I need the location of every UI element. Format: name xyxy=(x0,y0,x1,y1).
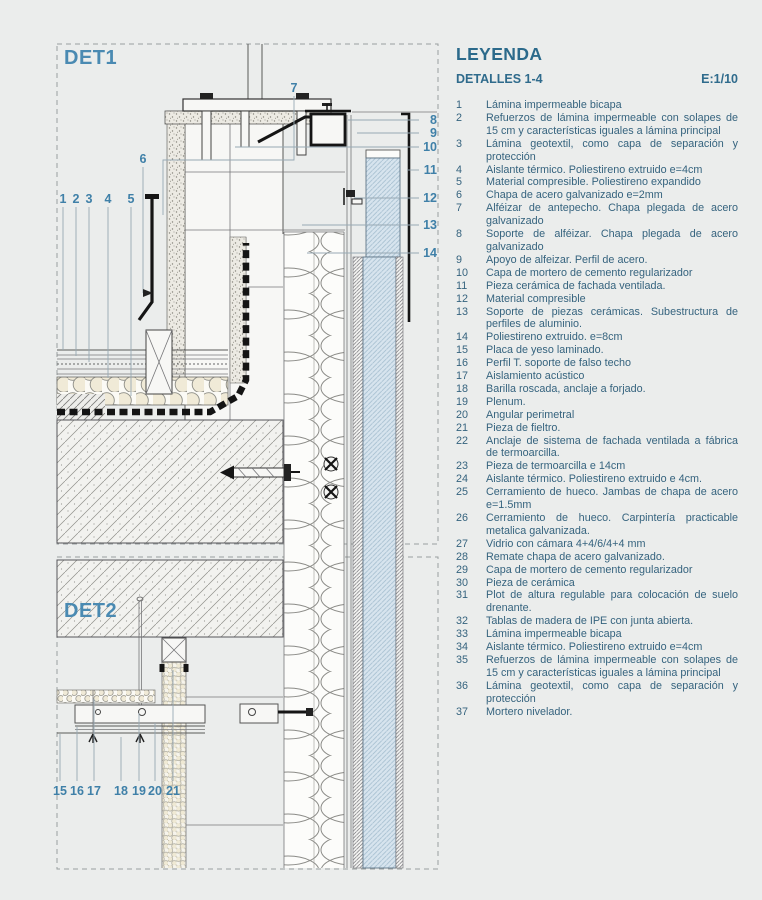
legend-item-text: Lámina impermeable bicapa xyxy=(486,99,622,111)
legend-item-number: 5 xyxy=(456,176,463,189)
legend-item xyxy=(456,577,738,590)
legend-item-text: Cerramiento de hueco. Jambas de chapa de acero e=1.5mm xyxy=(486,486,738,512)
callout-10: 10 xyxy=(423,140,437,154)
mortar-layer xyxy=(353,257,363,868)
legend-item-text: Remate chapa de acero galvanizado. xyxy=(486,550,665,563)
legend-item xyxy=(456,112,738,138)
legend-item-text: Material compresible. Poliestireno expandido xyxy=(486,176,701,189)
legend-item-number: 37 xyxy=(456,705,469,718)
legend-item-number: 18 xyxy=(456,382,469,395)
legend-item-number: 16 xyxy=(456,357,469,370)
legend-item-number: 22 xyxy=(456,434,469,447)
callout-8: 8 xyxy=(430,113,437,127)
legend-item-number: 34 xyxy=(456,641,469,654)
callout-7: 7 xyxy=(290,81,298,95)
legend-item-text: Placa de yeso laminado. xyxy=(486,344,604,357)
legend-item-number: 9 xyxy=(456,253,463,266)
legend-item xyxy=(456,383,738,396)
bolt-head xyxy=(200,93,213,99)
callout-12: 12 xyxy=(423,191,437,205)
legend-item xyxy=(456,641,738,654)
callout-16: 16 xyxy=(70,784,84,798)
mortar-layer-outer xyxy=(396,257,403,868)
legend-item-text: Aislante térmico. Poliestireno extruido e=4cm xyxy=(486,163,703,176)
render-strip-inner xyxy=(230,237,246,383)
anchor-bolt xyxy=(241,111,249,147)
legend-item xyxy=(456,564,738,577)
legend-item-number: 33 xyxy=(456,628,469,641)
legend-item-number: 10 xyxy=(456,266,469,279)
hanger-foot xyxy=(89,734,144,743)
legend-item xyxy=(456,293,738,306)
legend-item xyxy=(456,396,738,409)
alfeizar-support-box xyxy=(311,114,345,145)
legend-item xyxy=(456,228,738,254)
callout-14: 14 xyxy=(423,246,437,260)
legend-subheader xyxy=(456,72,738,86)
legend-item-number: 21 xyxy=(456,421,469,434)
callout-15: 15 xyxy=(53,784,67,798)
legend-item-text: Refuerzos de lámina impermeable con solapes de 15 cm y características iguales a lámina principal xyxy=(486,111,738,137)
concrete-slab xyxy=(57,420,283,543)
ceramic-piece-top xyxy=(366,158,400,257)
legend-item-number: 20 xyxy=(456,408,469,421)
legend-item-text: Anclaje de sistema de fachada ventilada a fábrica de termoarcilla. xyxy=(486,434,738,460)
callout-20: 20 xyxy=(148,784,162,798)
callout-13: 13 xyxy=(423,218,437,232)
legend-item-number: 24 xyxy=(456,473,469,486)
det2-label: DET2 xyxy=(64,600,118,622)
det1-callouts-right xyxy=(423,113,437,260)
felt-box xyxy=(240,704,278,723)
slope-mortar xyxy=(57,394,105,420)
legend-item-number: 2 xyxy=(456,111,463,124)
legend-item-text: Vidrio con cámara 4+4/6/4+4 mm xyxy=(486,537,646,550)
legend-item-number: 15 xyxy=(456,344,469,357)
legend-list xyxy=(456,99,738,719)
legend-item-number: 26 xyxy=(456,512,469,524)
legend-item-number: 4 xyxy=(456,163,463,176)
legend-item-number: 11 xyxy=(456,279,468,292)
legend-item-text: Angular perimetral xyxy=(486,408,575,421)
legend-item xyxy=(456,589,738,615)
legend-item-text: Material compresible xyxy=(486,292,586,305)
legend-panel xyxy=(456,44,738,719)
legend-item xyxy=(456,654,738,680)
ceramic-cap xyxy=(366,150,400,158)
legend-item-number: 32 xyxy=(456,615,469,628)
callout-2: 2 xyxy=(72,192,80,206)
legend-item xyxy=(456,512,738,538)
legend-item-text: Pieza de cerámica xyxy=(486,576,575,589)
legend-item-number: 8 xyxy=(456,228,463,241)
legend-item-text: Plenum. xyxy=(486,395,526,408)
legend-item-text: Plot de altura regulable para colocación de suelo drenante. xyxy=(486,589,738,615)
legend-item xyxy=(456,538,738,551)
legend-item-text: Capa de mortero de cemento regularizador xyxy=(486,563,693,576)
acoustic-insulation xyxy=(57,690,155,703)
legend-item-text: Capa de mortero de cemento regularizador xyxy=(486,266,693,279)
legend-item xyxy=(456,628,738,641)
legend-item-text: Barilla roscada, anclaje a forjado. xyxy=(486,382,646,395)
legend-item-text: Pieza de fieltro. xyxy=(486,421,561,434)
callout-17: 17 xyxy=(87,784,101,798)
legend-item-number: 35 xyxy=(456,653,469,666)
legend-item-number: 17 xyxy=(456,370,469,383)
callout-4: 4 xyxy=(104,192,112,206)
legend-item-number: 6 xyxy=(456,189,463,202)
legend-item xyxy=(456,99,738,112)
legend-item-text: Chapa de acero galvanizado e=2mm xyxy=(486,189,663,202)
legend-item xyxy=(456,267,738,280)
callout-18: 18 xyxy=(114,784,128,798)
legend-item xyxy=(456,370,738,383)
legend-item-number: 27 xyxy=(456,537,469,550)
legend-title: LEYENDA xyxy=(456,44,543,64)
floor-slab xyxy=(57,560,283,637)
legend-subtitle: DETALLES 1-4 xyxy=(456,72,543,86)
legend-item-text: Mortero nivelador. xyxy=(486,705,573,718)
legend-item-number: 19 xyxy=(456,395,469,408)
anchor-bolt xyxy=(202,111,211,160)
legend-item-text: Pieza de termoarcilla e 14cm xyxy=(486,460,626,473)
legend-item-number: 14 xyxy=(456,331,469,344)
callout-9: 9 xyxy=(430,126,437,140)
legend-item-text: Pieza cerámica de fachada ventilada. xyxy=(486,279,666,292)
legend-item-number: 29 xyxy=(456,563,469,576)
plenum-box xyxy=(75,705,205,723)
callout-11: 11 xyxy=(423,163,437,177)
legend-item-number: 31 xyxy=(456,589,469,602)
legend-item-text: Lámina geotextil, como capa de separación y protección xyxy=(486,679,738,705)
legend-scale: E:1/10 xyxy=(701,72,738,86)
callout-1: 1 xyxy=(59,192,67,206)
legend-item xyxy=(456,680,738,706)
legend-item-number: 23 xyxy=(456,460,469,473)
legend-item xyxy=(456,706,738,719)
legend-item-text: Soporte de piezas cerámicas. Subestructura de perfiles de aluminio. xyxy=(486,305,738,331)
callout-21: 21 xyxy=(166,784,180,798)
legend-item-text: Aislante térmico. Poliestireno extruido e=4cm xyxy=(486,641,703,654)
steel-flashing xyxy=(139,199,152,320)
legend-item-text: Poliestireno extruido. e=8cm xyxy=(486,331,623,344)
legend-item xyxy=(456,331,738,344)
legend-item xyxy=(456,164,738,177)
legend-item xyxy=(456,473,738,486)
legend-item xyxy=(456,254,738,267)
legend-item-number: 3 xyxy=(456,137,463,150)
legend-item xyxy=(456,176,738,189)
legend-item-text: Lámina geotextil, como capa de separación y protección xyxy=(486,137,738,163)
legend-item-text: Refuerzos de lámina impermeable con solapes de 15 cm y características iguales a lámina principal xyxy=(486,653,738,679)
legend-item xyxy=(456,357,738,370)
legend-item xyxy=(456,435,738,461)
callout-5: 5 xyxy=(127,192,135,206)
legend-item-text: Aislamiento acústico xyxy=(486,370,585,383)
legend-item xyxy=(456,138,738,164)
ceramic-facade-column xyxy=(363,257,396,868)
legend-item xyxy=(456,551,738,564)
legend-item xyxy=(456,202,738,228)
legend-item xyxy=(456,189,738,202)
legend-item xyxy=(456,280,738,293)
legend-item-text: Lámina impermeable bicapa xyxy=(486,628,622,641)
legend-item xyxy=(456,486,738,512)
frame-base-plate xyxy=(183,99,331,111)
legend-item-number: 1 xyxy=(456,99,463,111)
det1-label: DET1 xyxy=(64,47,118,69)
legend-item xyxy=(456,306,738,332)
callout-6: 6 xyxy=(139,152,147,166)
legend-item-number: 13 xyxy=(456,305,469,318)
legend-item-number: 7 xyxy=(456,202,463,215)
legend-item-text: Aislante térmico. Poliestireno extruido e 4cm. xyxy=(486,473,703,486)
legend-item-number: 30 xyxy=(456,576,469,589)
legend-item-text: Apoyo de alfeizar. Perfil de acero. xyxy=(486,253,648,266)
legend-item-text: Alféizar de antepecho. Chapa plegada de acero galvanizado xyxy=(486,202,738,228)
callout-3: 3 xyxy=(85,192,93,206)
legend-item-text: Soporte de alféizar. Chapa plegada de acero galvanizado xyxy=(486,228,738,253)
legend-item-number: 25 xyxy=(456,486,469,499)
legend-item xyxy=(456,460,738,473)
legend-item xyxy=(456,344,738,357)
callout-19: 19 xyxy=(132,784,146,798)
interior-insulation-column xyxy=(162,638,186,868)
legend-item-text: Tablas de madera de IPE con junta abierta. xyxy=(486,615,694,628)
legend-item-text: Cerramiento de hueco. Carpintería practicable metalica galvanizada. xyxy=(486,512,738,537)
det2-callouts xyxy=(53,784,180,798)
legend-item-number: 12 xyxy=(456,292,469,305)
bolt-head xyxy=(296,93,309,99)
legend-item xyxy=(456,615,738,628)
legend-item xyxy=(456,409,738,422)
legend-item-number: 36 xyxy=(456,679,469,692)
legend-item xyxy=(456,422,738,435)
legend-item-text: Perfil T. soporte de falso techo xyxy=(486,357,632,370)
legend-item-number: 28 xyxy=(456,550,469,563)
